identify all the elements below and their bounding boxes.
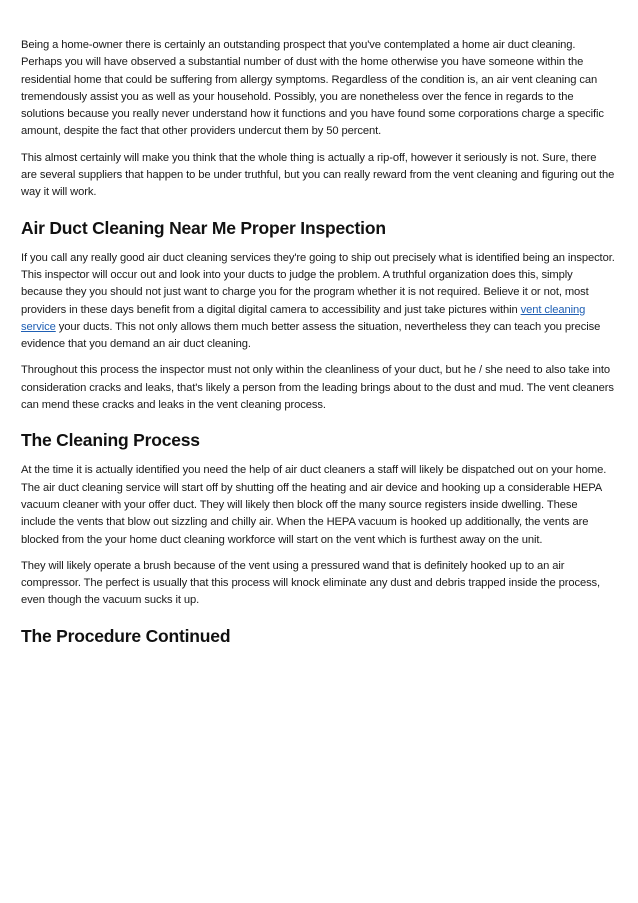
inspection-paragraph-1 [21,250,615,354]
inspection-paragraph-2: Throughout this process the inspector must not only within the cleanliness of your duct, but he / she need to also take into consideration cracks and leaks, that's likely a person from the leading brings about to the dust and mud. The vent cleaners can mend these cracks and leaks in the vent cleaning process. [21,364,614,412]
intro-paragraph-1: Being a home-owner there is certainly an outstanding prospect that you've contemplated a home air duct cleaning. Perhaps you will have observed a substantial number of dust with the home otherwise you have someone within the residential home that could be suffering from allergy symptoms. Regardless of the condition is, an air vent cleaning can tremendously assist you as well as your household. Possibly, you are nonetheless over the fence in regards to the solutions because you really never understand how it functions and you have found some corporations charge a specific amount, despite the fact that other providers undercut them by 50 percent. [21,39,604,138]
inspection-text-before-link: If you call any really good air duct cleaning services they're going to ship out precisely what is identified being an inspector. This inspector will occur out and look into your ducts to judge the problem. A truthful organization does this, simply because they you should not just want to charge you for the program whether it is not required. Believe it or not, most providers in these days benefit from a digital digital camera to accessibility and just take pictures within [21,251,615,316]
section-heading-cleaning-process: The Cleaning Process [21,430,200,451]
inspection-text-after-link: your ducts. This not only allows them much better assess the situation, nevertheless they can teach you precise evidence that you demand an air duct cleaning. [21,320,601,351]
section-heading-procedure-continued: The Procedure Continued [21,625,231,646]
vent-cleaning-service-link[interactable]: vent cleaning service [21,303,586,333]
section-heading-inspection: Air Duct Cleaning Near Me Proper Inspection [21,217,386,238]
cleaning-process-paragraph-2: They will likely operate a brush because of the vent using a pressured wand that is definitely hooked up to an air compressor. The perfect is usually that this process will knock eliminate any dust and debris trapped inside the process, even though the vacuum sucks it up. [21,559,601,607]
document-page [21,37,615,658]
intro-paragraph-2: This almost certainly will make you think that the whole thing is actually a rip-off, however it seriously is not. Sure, there are several suppliers that happen to be under truthful, but you can really reward from the vent cleaning and figuring out the way it will work. [21,151,615,199]
cleaning-process-paragraph-1: At the time it is actually identified you need the help of air duct cleaners a staff will likely be dispatched out on your home. The air duct cleaning service will start off by shutting off the heating and air device and hooking up a considerable HEPA vacuum cleaner with your offer duct. They will likely then block off the many source registers inside dwelling. These include the vents that blow out sizzling and chilly air. When the HEPA vacuum is hooked up additionally, the vents are blocked from the your home duct cleaning workforce will start on the vent which is furthest away on the unit. [21,464,607,546]
